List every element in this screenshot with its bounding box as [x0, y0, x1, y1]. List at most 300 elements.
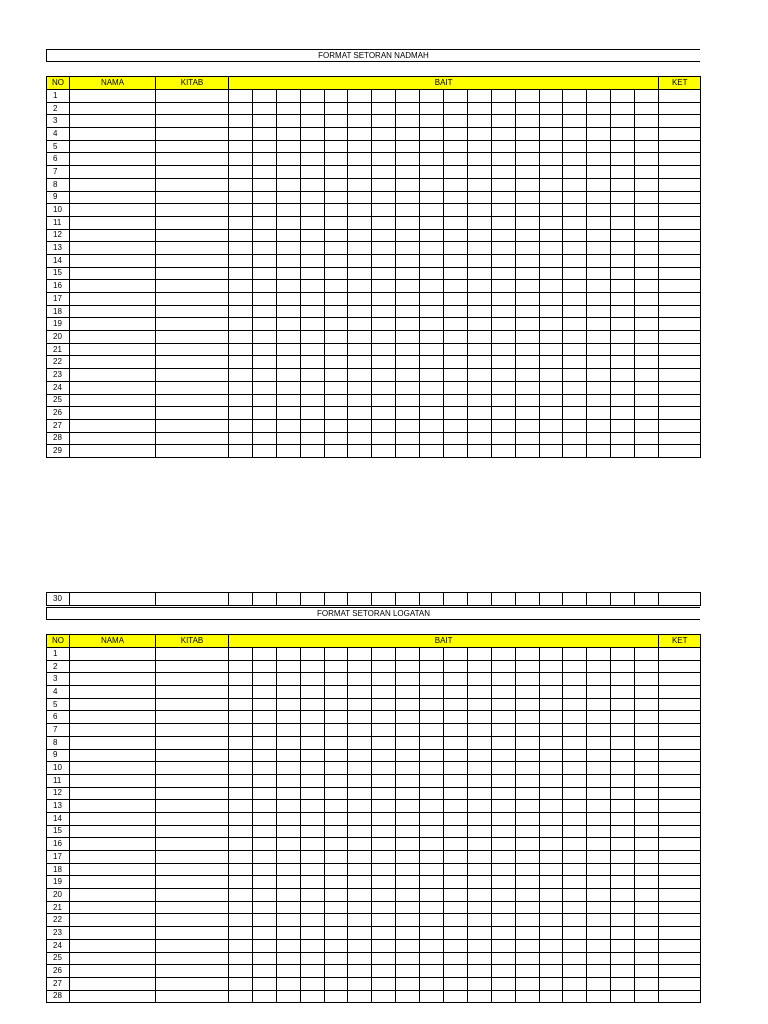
- bait-cell[interactable]: [444, 318, 468, 331]
- bait-cell[interactable]: [611, 381, 635, 394]
- bait-cell[interactable]: [252, 445, 276, 458]
- bait-cell[interactable]: [515, 927, 539, 940]
- bait-cell[interactable]: [563, 102, 587, 115]
- bait-cell[interactable]: [491, 305, 515, 318]
- bait-cell[interactable]: [491, 749, 515, 762]
- ket-cell[interactable]: [659, 914, 701, 927]
- bait-cell[interactable]: [420, 216, 444, 229]
- bait-cell[interactable]: [324, 901, 348, 914]
- bait-cell[interactable]: [563, 178, 587, 191]
- bait-cell[interactable]: [491, 242, 515, 255]
- bait-cell[interactable]: [300, 965, 324, 978]
- bait-cell[interactable]: [444, 407, 468, 420]
- bait-cell[interactable]: [276, 851, 300, 864]
- bait-cell[interactable]: [635, 254, 659, 267]
- bait-cell[interactable]: [420, 736, 444, 749]
- bait-cell[interactable]: [300, 660, 324, 673]
- bait-cell[interactable]: [348, 876, 372, 889]
- bait-cell[interactable]: [539, 318, 563, 331]
- bait-cell[interactable]: [467, 419, 491, 432]
- bait-cell[interactable]: [372, 191, 396, 204]
- bait-cell[interactable]: [587, 356, 611, 369]
- bait-cell[interactable]: [515, 648, 539, 661]
- bait-cell[interactable]: [563, 445, 587, 458]
- bait-cell[interactable]: [563, 812, 587, 825]
- bait-cell[interactable]: [587, 419, 611, 432]
- ket-cell[interactable]: [659, 229, 701, 242]
- bait-cell[interactable]: [276, 343, 300, 356]
- bait-cell[interactable]: [587, 952, 611, 965]
- bait-cell[interactable]: [635, 305, 659, 318]
- bait-cell[interactable]: [420, 394, 444, 407]
- nama-cell[interactable]: [70, 889, 156, 902]
- bait-cell[interactable]: [252, 965, 276, 978]
- bait-cell[interactable]: [229, 749, 253, 762]
- bait-cell[interactable]: [539, 394, 563, 407]
- bait-cell[interactable]: [444, 204, 468, 217]
- bait-cell[interactable]: [611, 593, 635, 606]
- bait-cell[interactable]: [587, 711, 611, 724]
- bait-cell[interactable]: [467, 191, 491, 204]
- bait-cell[interactable]: [444, 102, 468, 115]
- bait-cell[interactable]: [396, 419, 420, 432]
- bait-cell[interactable]: [324, 800, 348, 813]
- bait-cell[interactable]: [539, 331, 563, 344]
- kitab-cell[interactable]: [156, 254, 229, 267]
- nama-cell[interactable]: [70, 952, 156, 965]
- bait-cell[interactable]: [539, 914, 563, 927]
- kitab-cell[interactable]: [156, 394, 229, 407]
- bait-cell[interactable]: [444, 736, 468, 749]
- bait-cell[interactable]: [467, 242, 491, 255]
- bait-cell[interactable]: [420, 128, 444, 141]
- bait-cell[interactable]: [563, 648, 587, 661]
- bait-cell[interactable]: [300, 191, 324, 204]
- bait-cell[interactable]: [635, 863, 659, 876]
- bait-cell[interactable]: [276, 965, 300, 978]
- nama-cell[interactable]: [70, 191, 156, 204]
- bait-cell[interactable]: [276, 812, 300, 825]
- ket-cell[interactable]: [659, 216, 701, 229]
- bait-cell[interactable]: [276, 280, 300, 293]
- bait-cell[interactable]: [515, 204, 539, 217]
- bait-cell[interactable]: [372, 593, 396, 606]
- bait-cell[interactable]: [300, 356, 324, 369]
- bait-cell[interactable]: [539, 787, 563, 800]
- bait-cell[interactable]: [515, 952, 539, 965]
- bait-cell[interactable]: [515, 914, 539, 927]
- bait-cell[interactable]: [635, 711, 659, 724]
- bait-cell[interactable]: [348, 432, 372, 445]
- ket-cell[interactable]: [659, 825, 701, 838]
- ket-cell[interactable]: [659, 204, 701, 217]
- bait-cell[interactable]: [252, 711, 276, 724]
- kitab-cell[interactable]: [156, 812, 229, 825]
- bait-cell[interactable]: [372, 178, 396, 191]
- bait-cell[interactable]: [372, 128, 396, 141]
- nama-cell[interactable]: [70, 293, 156, 306]
- bait-cell[interactable]: [300, 166, 324, 179]
- bait-cell[interactable]: [444, 242, 468, 255]
- bait-cell[interactable]: [515, 876, 539, 889]
- bait-cell[interactable]: [491, 178, 515, 191]
- bait-cell[interactable]: [515, 673, 539, 686]
- bait-cell[interactable]: [229, 293, 253, 306]
- bait-cell[interactable]: [372, 369, 396, 382]
- bait-cell[interactable]: [396, 318, 420, 331]
- bait-cell[interactable]: [372, 242, 396, 255]
- kitab-cell[interactable]: [156, 648, 229, 661]
- ket-cell[interactable]: [659, 889, 701, 902]
- bait-cell[interactable]: [420, 166, 444, 179]
- bait-cell[interactable]: [587, 812, 611, 825]
- bait-cell[interactable]: [420, 927, 444, 940]
- bait-cell[interactable]: [372, 229, 396, 242]
- bait-cell[interactable]: [515, 115, 539, 128]
- bait-cell[interactable]: [444, 254, 468, 267]
- bait-cell[interactable]: [396, 331, 420, 344]
- bait-cell[interactable]: [444, 432, 468, 445]
- bait-cell[interactable]: [396, 153, 420, 166]
- bait-cell[interactable]: [515, 153, 539, 166]
- bait-cell[interactable]: [348, 724, 372, 737]
- bait-cell[interactable]: [372, 204, 396, 217]
- bait-cell[interactable]: [587, 318, 611, 331]
- bait-cell[interactable]: [396, 851, 420, 864]
- kitab-cell[interactable]: [156, 318, 229, 331]
- bait-cell[interactable]: [348, 254, 372, 267]
- bait-cell[interactable]: [515, 242, 539, 255]
- bait-cell[interactable]: [229, 356, 253, 369]
- bait-cell[interactable]: [300, 204, 324, 217]
- ket-cell[interactable]: [659, 648, 701, 661]
- kitab-cell[interactable]: [156, 977, 229, 990]
- bait-cell[interactable]: [444, 698, 468, 711]
- bait-cell[interactable]: [515, 166, 539, 179]
- bait-cell[interactable]: [276, 774, 300, 787]
- bait-cell[interactable]: [563, 280, 587, 293]
- bait-cell[interactable]: [396, 394, 420, 407]
- bait-cell[interactable]: [587, 140, 611, 153]
- bait-cell[interactable]: [252, 305, 276, 318]
- bait-cell[interactable]: [539, 445, 563, 458]
- bait-cell[interactable]: [491, 166, 515, 179]
- bait-cell[interactable]: [635, 102, 659, 115]
- bait-cell[interactable]: [396, 216, 420, 229]
- bait-cell[interactable]: [300, 812, 324, 825]
- bait-cell[interactable]: [467, 648, 491, 661]
- kitab-cell[interactable]: [156, 927, 229, 940]
- bait-cell[interactable]: [420, 445, 444, 458]
- bait-cell[interactable]: [467, 774, 491, 787]
- bait-cell[interactable]: [635, 419, 659, 432]
- bait-cell[interactable]: [324, 229, 348, 242]
- bait-cell[interactable]: [444, 876, 468, 889]
- bait-cell[interactable]: [420, 267, 444, 280]
- bait-cell[interactable]: [276, 356, 300, 369]
- bait-cell[interactable]: [491, 889, 515, 902]
- bait-cell[interactable]: [348, 673, 372, 686]
- kitab-cell[interactable]: [156, 343, 229, 356]
- nama-cell[interactable]: [70, 698, 156, 711]
- bait-cell[interactable]: [420, 419, 444, 432]
- ket-cell[interactable]: [659, 369, 701, 382]
- bait-cell[interactable]: [444, 305, 468, 318]
- bait-cell[interactable]: [611, 191, 635, 204]
- bait-cell[interactable]: [467, 901, 491, 914]
- bait-cell[interactable]: [324, 965, 348, 978]
- bait-cell[interactable]: [396, 889, 420, 902]
- bait-cell[interactable]: [587, 381, 611, 394]
- bait-cell[interactable]: [420, 242, 444, 255]
- kitab-cell[interactable]: [156, 216, 229, 229]
- bait-cell[interactable]: [467, 115, 491, 128]
- bait-cell[interactable]: [444, 419, 468, 432]
- bait-cell[interactable]: [229, 901, 253, 914]
- bait-cell[interactable]: [252, 812, 276, 825]
- bait-cell[interactable]: [324, 407, 348, 420]
- bait-cell[interactable]: [444, 293, 468, 306]
- bait-cell[interactable]: [635, 851, 659, 864]
- bait-cell[interactable]: [611, 825, 635, 838]
- bait-cell[interactable]: [348, 977, 372, 990]
- nama-cell[interactable]: [70, 762, 156, 775]
- bait-cell[interactable]: [276, 686, 300, 699]
- bait-cell[interactable]: [372, 965, 396, 978]
- bait-cell[interactable]: [420, 280, 444, 293]
- bait-cell[interactable]: [635, 128, 659, 141]
- bait-cell[interactable]: [229, 927, 253, 940]
- bait-cell[interactable]: [300, 305, 324, 318]
- bait-cell[interactable]: [252, 593, 276, 606]
- bait-cell[interactable]: [467, 407, 491, 420]
- bait-cell[interactable]: [491, 876, 515, 889]
- bait-cell[interactable]: [491, 698, 515, 711]
- bait-cell[interactable]: [491, 812, 515, 825]
- bait-cell[interactable]: [491, 115, 515, 128]
- bait-cell[interactable]: [252, 901, 276, 914]
- bait-cell[interactable]: [611, 686, 635, 699]
- bait-cell[interactable]: [420, 724, 444, 737]
- bait-cell[interactable]: [300, 216, 324, 229]
- kitab-cell[interactable]: [156, 749, 229, 762]
- bait-cell[interactable]: [611, 889, 635, 902]
- bait-cell[interactable]: [372, 977, 396, 990]
- ket-cell[interactable]: [659, 863, 701, 876]
- bait-cell[interactable]: [587, 698, 611, 711]
- bait-cell[interactable]: [563, 419, 587, 432]
- nama-cell[interactable]: [70, 128, 156, 141]
- ket-cell[interactable]: [659, 115, 701, 128]
- bait-cell[interactable]: [563, 432, 587, 445]
- bait-cell[interactable]: [491, 965, 515, 978]
- bait-cell[interactable]: [276, 749, 300, 762]
- kitab-cell[interactable]: [156, 115, 229, 128]
- ket-cell[interactable]: [659, 128, 701, 141]
- bait-cell[interactable]: [635, 749, 659, 762]
- bait-cell[interactable]: [396, 698, 420, 711]
- bait-cell[interactable]: [276, 102, 300, 115]
- bait-cell[interactable]: [252, 242, 276, 255]
- bait-cell[interactable]: [396, 369, 420, 382]
- bait-cell[interactable]: [348, 356, 372, 369]
- bait-cell[interactable]: [372, 787, 396, 800]
- bait-cell[interactable]: [252, 977, 276, 990]
- bait-cell[interactable]: [276, 394, 300, 407]
- bait-cell[interactable]: [444, 90, 468, 103]
- bait-cell[interactable]: [444, 939, 468, 952]
- ket-cell[interactable]: [659, 838, 701, 851]
- bait-cell[interactable]: [276, 166, 300, 179]
- bait-cell[interactable]: [229, 128, 253, 141]
- bait-cell[interactable]: [491, 445, 515, 458]
- bait-cell[interactable]: [300, 927, 324, 940]
- bait-cell[interactable]: [324, 280, 348, 293]
- bait-cell[interactable]: [587, 394, 611, 407]
- bait-cell[interactable]: [396, 977, 420, 990]
- bait-cell[interactable]: [276, 927, 300, 940]
- bait-cell[interactable]: [611, 280, 635, 293]
- bait-cell[interactable]: [467, 166, 491, 179]
- kitab-cell[interactable]: [156, 102, 229, 115]
- bait-cell[interactable]: [300, 648, 324, 661]
- bait-cell[interactable]: [348, 762, 372, 775]
- bait-cell[interactable]: [611, 838, 635, 851]
- bait-cell[interactable]: [563, 318, 587, 331]
- bait-cell[interactable]: [563, 305, 587, 318]
- bait-cell[interactable]: [396, 965, 420, 978]
- bait-cell[interactable]: [491, 648, 515, 661]
- bait-cell[interactable]: [515, 774, 539, 787]
- bait-cell[interactable]: [396, 90, 420, 103]
- bait-cell[interactable]: [635, 800, 659, 813]
- bait-cell[interactable]: [348, 711, 372, 724]
- bait-cell[interactable]: [563, 711, 587, 724]
- bait-cell[interactable]: [252, 178, 276, 191]
- bait-cell[interactable]: [491, 787, 515, 800]
- bait-cell[interactable]: [539, 774, 563, 787]
- bait-cell[interactable]: [372, 851, 396, 864]
- bait-cell[interactable]: [444, 166, 468, 179]
- bait-cell[interactable]: [491, 939, 515, 952]
- bait-cell[interactable]: [348, 952, 372, 965]
- bait-cell[interactable]: [324, 686, 348, 699]
- bait-cell[interactable]: [635, 990, 659, 1003]
- bait-cell[interactable]: [587, 280, 611, 293]
- nama-cell[interactable]: [70, 216, 156, 229]
- kitab-cell[interactable]: [156, 952, 229, 965]
- bait-cell[interactable]: [611, 178, 635, 191]
- bait-cell[interactable]: [635, 876, 659, 889]
- bait-cell[interactable]: [252, 838, 276, 851]
- kitab-cell[interactable]: [156, 369, 229, 382]
- bait-cell[interactable]: [467, 432, 491, 445]
- bait-cell[interactable]: [467, 851, 491, 864]
- ket-cell[interactable]: [659, 851, 701, 864]
- bait-cell[interactable]: [587, 673, 611, 686]
- kitab-cell[interactable]: [156, 381, 229, 394]
- bait-cell[interactable]: [563, 762, 587, 775]
- kitab-cell[interactable]: [156, 965, 229, 978]
- bait-cell[interactable]: [276, 242, 300, 255]
- bait-cell[interactable]: [563, 331, 587, 344]
- bait-cell[interactable]: [396, 166, 420, 179]
- bait-cell[interactable]: [372, 140, 396, 153]
- bait-cell[interactable]: [420, 762, 444, 775]
- bait-cell[interactable]: [420, 939, 444, 952]
- ket-cell[interactable]: [659, 965, 701, 978]
- nama-cell[interactable]: [70, 166, 156, 179]
- bait-cell[interactable]: [635, 369, 659, 382]
- bait-cell[interactable]: [324, 216, 348, 229]
- nama-cell[interactable]: [70, 787, 156, 800]
- bait-cell[interactable]: [611, 102, 635, 115]
- bait-cell[interactable]: [467, 216, 491, 229]
- bait-cell[interactable]: [348, 838, 372, 851]
- bait-cell[interactable]: [229, 660, 253, 673]
- bait-cell[interactable]: [229, 787, 253, 800]
- bait-cell[interactable]: [491, 356, 515, 369]
- bait-cell[interactable]: [324, 698, 348, 711]
- bait-cell[interactable]: [587, 787, 611, 800]
- bait-cell[interactable]: [300, 673, 324, 686]
- bait-cell[interactable]: [444, 800, 468, 813]
- bait-cell[interactable]: [444, 774, 468, 787]
- bait-cell[interactable]: [539, 965, 563, 978]
- bait-cell[interactable]: [515, 593, 539, 606]
- bait-cell[interactable]: [276, 977, 300, 990]
- bait-cell[interactable]: [515, 965, 539, 978]
- bait-cell[interactable]: [324, 673, 348, 686]
- bait-cell[interactable]: [467, 128, 491, 141]
- bait-cell[interactable]: [611, 736, 635, 749]
- bait-cell[interactable]: [324, 724, 348, 737]
- bait-cell[interactable]: [420, 102, 444, 115]
- ket-cell[interactable]: [659, 762, 701, 775]
- ket-cell[interactable]: [659, 593, 701, 606]
- bait-cell[interactable]: [444, 280, 468, 293]
- bait-cell[interactable]: [491, 331, 515, 344]
- nama-cell[interactable]: [70, 267, 156, 280]
- bait-cell[interactable]: [539, 407, 563, 420]
- bait-cell[interactable]: [396, 686, 420, 699]
- bait-cell[interactable]: [444, 952, 468, 965]
- bait-cell[interactable]: [420, 876, 444, 889]
- bait-cell[interactable]: [348, 229, 372, 242]
- bait-cell[interactable]: [300, 825, 324, 838]
- bait-cell[interactable]: [635, 407, 659, 420]
- bait-cell[interactable]: [635, 115, 659, 128]
- bait-cell[interactable]: [372, 102, 396, 115]
- bait-cell[interactable]: [229, 774, 253, 787]
- bait-cell[interactable]: [348, 825, 372, 838]
- bait-cell[interactable]: [396, 293, 420, 306]
- bait-cell[interactable]: [372, 166, 396, 179]
- bait-cell[interactable]: [372, 825, 396, 838]
- bait-cell[interactable]: [396, 407, 420, 420]
- bait-cell[interactable]: [635, 394, 659, 407]
- bait-cell[interactable]: [348, 660, 372, 673]
- nama-cell[interactable]: [70, 381, 156, 394]
- bait-cell[interactable]: [396, 762, 420, 775]
- bait-cell[interactable]: [444, 216, 468, 229]
- bait-cell[interactable]: [515, 660, 539, 673]
- bait-cell[interactable]: [420, 990, 444, 1003]
- bait-cell[interactable]: [515, 343, 539, 356]
- bait-cell[interactable]: [467, 305, 491, 318]
- kitab-cell[interactable]: [156, 736, 229, 749]
- bait-cell[interactable]: [276, 115, 300, 128]
